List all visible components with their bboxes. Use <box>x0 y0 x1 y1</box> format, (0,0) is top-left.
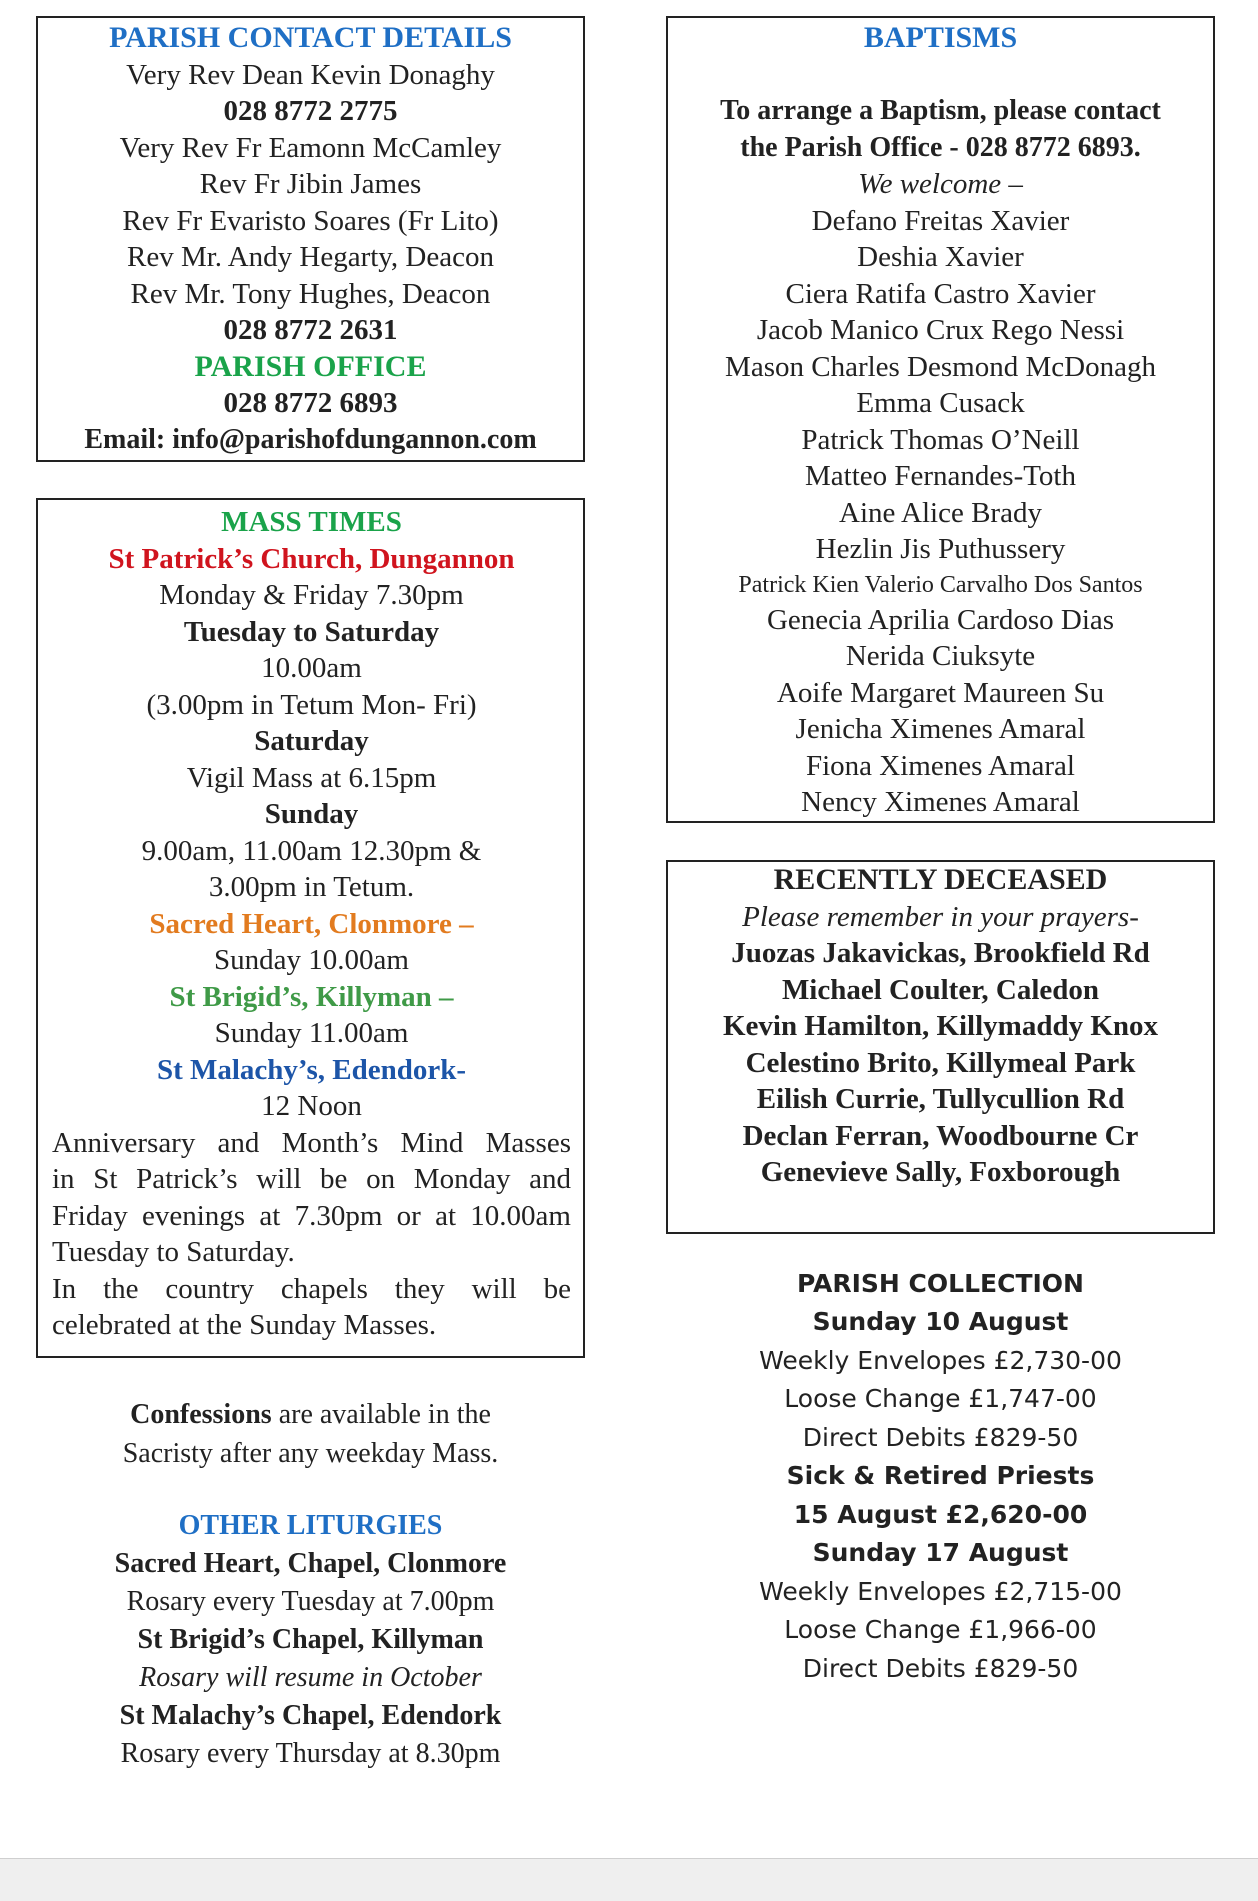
liturgy-chapel: St Malachy’s Chapel, Edendork <box>119 1700 502 1731</box>
viewer-footer-bar <box>0 1858 1258 1901</box>
mass-line: 3.00pm in Tetum. <box>208 871 415 903</box>
deceased-name: Juozas Jakavickas, Brookfield Rd <box>731 937 1150 969</box>
mass-line: Monday & Friday 7.30pm <box>159 579 464 611</box>
mass-times-box <box>36 498 585 1358</box>
collection-line: Weekly Envelopes £2,715-00 <box>759 1576 1122 1606</box>
contact-line: Rev Mr. Andy Hegarty, Deacon <box>127 241 494 273</box>
mass-line: Vigil Mass at 6.15pm <box>186 761 437 794</box>
baptisms-intro: the Parish Office - 028 8772 6893. <box>740 131 1141 163</box>
contact-title: PARISH CONTACT DETAILS <box>109 21 512 54</box>
deceased-title: RECENTLY DECEASED <box>773 863 1108 896</box>
baptism-name: Patrick Kien Valerio Carvalho Dos Santos <box>738 571 1143 598</box>
mass-line: Tuesday to Saturday <box>183 615 440 648</box>
baptism-name: Genecia Aprilia Cardoso Dias <box>766 603 1115 636</box>
contact-phone: 028 8772 2775 <box>223 95 398 127</box>
confessions-line <box>36 1395 585 1434</box>
office-phone: 028 8772 6893 <box>223 387 398 419</box>
confessions-line: Sacristy after any weekday Mass. <box>122 1438 499 1469</box>
contact-email: Email: info@parishofdungannon.com <box>84 423 537 455</box>
baptism-name: Mason Charles Desmond McDonagh <box>725 350 1156 383</box>
deceased-name: Declan Ferran, Woodbourne Cr <box>742 1119 1139 1152</box>
collection-date: 15 August £2,620-00 <box>793 1499 1088 1529</box>
mass-title: MASS TIMES <box>221 506 402 538</box>
liturgy-chapel: Sacred Heart, Chapel, Clonmore <box>114 1548 507 1579</box>
liturgy-line: Rosary every Thursday at 8.30pm <box>120 1738 501 1769</box>
anniversary-text: in St Patrick’s will be on Monday and <box>52 1163 571 1195</box>
anniversary-text: Tuesday to Saturday. <box>52 1236 295 1268</box>
baptism-name: Jacob Manico Crux Rego Nessi <box>756 314 1125 346</box>
baptisms-intro: To arrange a Baptism, please contact <box>720 95 1161 126</box>
baptism-name: Fiona Ximenes Amaral <box>805 749 1075 782</box>
office-title: PARISH OFFICE <box>194 349 427 383</box>
mass-line: Saturday <box>254 725 369 757</box>
baptism-name: Ciera Ratifa Castro Xavier <box>785 277 1096 310</box>
deceased-name: Kevin Hamilton, Killymaddy Knox <box>722 1010 1159 1042</box>
other-liturgies-section <box>36 1507 585 1773</box>
church-st-patricks: St Patrick’s Church, Dungannon <box>108 542 515 575</box>
collection-section <box>666 1264 1215 1688</box>
mass-line: (3.00pm in Tetum Mon- Fri) <box>146 688 477 721</box>
mass-line: 10.00am <box>261 652 362 684</box>
church-clonmore: Sacred Heart, Clonmore – <box>149 907 474 940</box>
confessions-label: Confessions <box>130 1399 272 1430</box>
deceased-name: Eilish Currie, Tullycullion Rd <box>756 1083 1125 1115</box>
collection-title: PARISH COLLECTION <box>797 1269 1084 1298</box>
spacer <box>668 57 1213 94</box>
baptism-name: Hezlin Jis Puthussery <box>815 533 1066 565</box>
mass-line: 9.00am, 11.00am 12.30pm & <box>141 834 482 867</box>
contact-line: Rev Fr Jibin James <box>199 168 422 200</box>
deceased-box <box>666 860 1215 1234</box>
liturgy-line: Rosary every Tuesday at 7.00pm <box>126 1586 495 1617</box>
mass-line: 12 Noon <box>261 1090 362 1122</box>
contact-line: Rev Fr Evaristo Soares (Fr Lito) <box>122 204 499 237</box>
baptisms-box <box>666 16 1215 823</box>
collection-line: Direct Debits £829-50 <box>802 1422 1079 1452</box>
baptism-name: Aine Alice Brady <box>839 496 1042 529</box>
anniversary-text: Friday evenings at 7.30pm or at 10.00am <box>52 1199 571 1232</box>
deceased-name: Celestino Brito, Killymeal Park <box>745 1046 1136 1079</box>
church-killyman: St Brigid’s, Killyman – <box>169 980 454 1013</box>
collection-date: Sunday 17 August <box>812 1538 1069 1567</box>
collection-line: Direct Debits £829-50 <box>802 1653 1079 1683</box>
baptism-name: Patrick Thomas O’Neill <box>801 423 1080 456</box>
confessions-rest: are available in the <box>271 1399 491 1430</box>
country-text: celebrated at the Sunday Masses. <box>52 1309 437 1341</box>
liturgy-line: Rosary will resume in October <box>139 1662 482 1693</box>
contact-line: Rev Mr. Tony Hughes, Deacon <box>130 277 491 310</box>
deceased-subtitle: Please remember in your prayers- <box>742 900 1139 933</box>
baptism-name: Matteo Fernandes-Toth <box>805 460 1076 492</box>
baptisms-welcome: We welcome – <box>858 168 1023 200</box>
deceased-name: Genevieve Sally, Foxborough <box>760 1156 1121 1188</box>
mass-line: Sunday 10.00am <box>214 944 409 976</box>
mass-line: Sunday 11.00am <box>214 1017 409 1049</box>
country-text: In the country chapels they will be <box>52 1272 571 1305</box>
liturgies-title: OTHER LITURGIES <box>178 1510 443 1541</box>
baptism-name: Nency Ximenes Amaral <box>801 786 1080 818</box>
contact-phone: 028 8772 2631 <box>223 314 398 346</box>
baptism-name: Defano Freitas Xavier <box>811 204 1070 237</box>
baptism-name: Emma Cusack <box>856 387 1025 419</box>
collection-line: Weekly Envelopes £2,730-00 <box>759 1345 1122 1375</box>
collection-line: Loose Change £1,966-00 <box>784 1615 1097 1644</box>
deceased-name: Michael Coulter, Caledon <box>781 973 1100 1006</box>
confessions-section <box>36 1395 585 1473</box>
collection-date: Sunday 10 August <box>812 1307 1069 1336</box>
collection-date: Sick & Retired Priests <box>786 1461 1095 1490</box>
baptism-name: Jenicha Ximenes Amaral <box>795 713 1086 745</box>
liturgy-chapel: St Brigid’s Chapel, Killyman <box>137 1624 484 1655</box>
baptisms-title: BAPTISMS <box>863 21 1018 54</box>
baptism-name: Nerida Ciuksyte <box>845 640 1036 672</box>
church-edendork: St Malachy’s, Edendork- <box>156 1053 467 1086</box>
mass-line: Sunday <box>264 798 359 830</box>
anniversary-text: Anniversary and Month’s Mind Masses <box>52 1126 571 1159</box>
collection-line: Loose Change £1,747-00 <box>784 1384 1097 1413</box>
contact-line: Very Rev Dean Kevin Donaghy <box>126 58 495 91</box>
baptism-name: Aoife Margaret Maureen Su <box>776 676 1105 709</box>
baptism-name: Deshia Xavier <box>857 241 1024 273</box>
contact-box <box>36 16 585 462</box>
contact-line: Very Rev Fr Eamonn McCamley <box>119 131 502 164</box>
